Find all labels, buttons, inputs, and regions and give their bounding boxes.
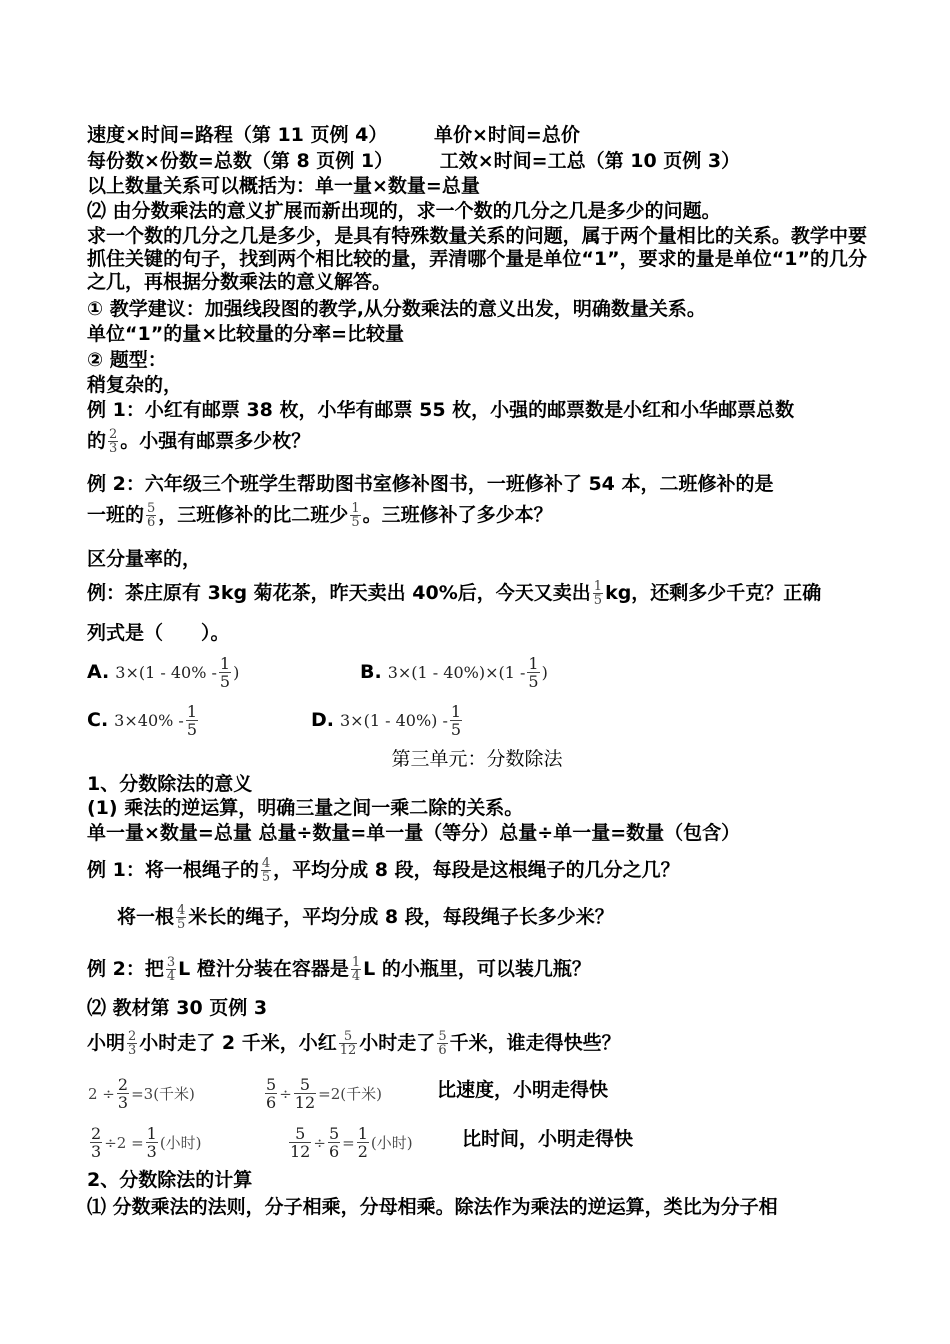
text: L 橙汁分装在容器是	[178, 958, 349, 980]
section-1a: (1) 乘法的逆运算，明确三量之间一乘二除的关系。	[87, 797, 524, 819]
teaching-suggestion: ① 教学建议：加强线段图的教学,从分数乘法的意义出发，明确数量关系。	[87, 298, 706, 320]
section-1-heading: 1、分数除法的意义	[87, 773, 253, 795]
explanation-paragraph: 求一个数的几分之几是多少，是具有特殊数量关系的问题，属于两个量相比的关系。教学中要抓住关键的句子，找到两个相比较的量，弄清哪个量是单位“1”，要求的量是单位“1”的几分之几，再根据分数乘法的意义解答。	[87, 225, 867, 293]
options-row-1	[87, 655, 867, 690]
text: 小时走了	[359, 1032, 436, 1054]
option-d	[311, 703, 464, 738]
option-d-expression: 3×(1 - 40%) - 1 5	[340, 702, 462, 739]
summary-line: 以上数量关系可以概括为：单一量×数量=总量	[87, 175, 480, 197]
text: 小明	[87, 1032, 126, 1054]
compare-speed: 比速度，小明走得快	[437, 1079, 609, 1101]
speed-formula: 速度×时间=路程（第 11 页例 4）	[87, 124, 388, 146]
fraction-three-quarters: $\frac{3}{4}$	[166, 955, 176, 984]
text: L 的小瓶里，可以装几瓶？	[363, 958, 591, 980]
division-formulas: 单一量×数量=总量 总量÷数量=单一量（等分）总量÷单一量=数量（包含）	[87, 822, 741, 844]
text: kg，还剩多少千克？正确	[605, 582, 822, 604]
textbook-reference: ⑵ 教材第 30 页例 3	[87, 997, 268, 1019]
fraction-two-thirds: $\frac{2}{3}$	[109, 427, 118, 456]
compare-time: 比时间，小明走得快	[462, 1128, 634, 1150]
fraction-one-fifth: $\frac{1}{5}$	[593, 579, 603, 608]
text: 千米，谁走得快些？	[449, 1032, 621, 1054]
formula-line-1	[87, 124, 867, 147]
speed-calc-xiaohong: $\frac{5}{6}$ ÷ $\frac{5}{12}$ =2(千米)	[266, 1075, 382, 1112]
fraction-four-fifths: $\frac{4}{5}$	[177, 903, 186, 932]
text: 例 2：把	[87, 958, 164, 980]
example-1-line-2	[87, 428, 867, 455]
formula-line-2	[87, 150, 867, 173]
text: 例 1：将一根绳子的	[87, 859, 259, 881]
fraction-one-fifth: 1 5	[219, 654, 231, 691]
option-b	[360, 655, 548, 690]
option-c-expression: 3×40% - 1 5	[114, 702, 197, 739]
option-a-expression: 3×(1 - 40% - 1 5 )	[115, 654, 240, 691]
text: 一班的	[87, 504, 145, 526]
division-example-1	[87, 857, 867, 884]
time-calc-xiaoming: $\frac{2}{3}$ ÷2 = $\frac{1}{3}$ (小时)	[91, 1124, 202, 1161]
text: 。三班修补了多少本？	[362, 504, 553, 526]
section-2-calculation: 2、分数除法的计算	[87, 1169, 253, 1191]
division-example-2	[87, 956, 867, 983]
text: ，三班修补的比二班少	[158, 504, 349, 526]
fraction-five-sixths: $\frac{5}{6}$	[438, 1029, 447, 1058]
work-formula: 工效×时间=工总（第 10 页例 3）	[439, 150, 741, 172]
text: 将一根	[117, 906, 175, 928]
text: 例：茶庄原有 3kg 菊花茶，昨天卖出 40%后，今天又卖出	[87, 582, 591, 604]
fraction-one-fifth: 1 5	[186, 702, 197, 739]
option-b-expression: 3×(1 - 40%)×(1 - 1 5 )	[387, 654, 548, 691]
fraction-five-sixths: $\frac{5}{6}$	[147, 501, 156, 530]
option-c-label: C.	[87, 709, 109, 731]
fraction-one-fifth: 1 5	[450, 702, 462, 739]
text: 的	[87, 430, 107, 452]
text: ，平均分成 8 段，每段是这根绳子的几分之几？	[273, 859, 680, 881]
unit-3-title: 第三单元：分数除法	[391, 748, 563, 770]
example-1-line-1: 例 1：小红有邮票 38 枚，小华有邮票 55 枚，小强的邮票数是小红和小华邮票总数	[87, 399, 795, 421]
total-formula: 每份数×份数=总数（第 8 页例 1）	[87, 150, 394, 172]
example-3-line-2: 列式是（ ）。	[87, 622, 230, 644]
fraction-one-fifth: 1 5	[528, 654, 539, 691]
question-types-heading: ② 题型：	[87, 349, 167, 371]
section-2-heading: ⑵ 由分数乘法的意义扩展而新出现的，求一个数的几分之几是多少的问题。	[87, 200, 721, 222]
walking-problem	[87, 1030, 867, 1057]
distinguish-label: 区分量率的，	[87, 548, 202, 570]
option-a-label: A.	[87, 661, 110, 683]
division-example-1b	[117, 904, 867, 931]
options-row-2	[87, 703, 867, 738]
price-formula: 单价×时间=总价	[433, 124, 580, 146]
calculation-rule: ⑴ 分数乘法的法则，分子相乘，分母相乘。除法作为乘法的逆运算，类比为分子相	[87, 1196, 778, 1218]
example-2-line-2	[87, 502, 867, 529]
fraction-five-twelfths: $\frac{5}{12}$	[339, 1029, 357, 1058]
example-2-line-1: 例 2：六年级三个班学生帮助图书室修补图书，一班修补了 54 本，二班修补的是	[87, 473, 774, 495]
example-3-line-1	[87, 580, 867, 607]
fraction-one-quarter: $\frac{1}{4}$	[351, 955, 361, 984]
text: 小时走了 2 千米，小红	[139, 1032, 337, 1054]
complex-label: 稍复杂的，	[87, 374, 183, 396]
text: 。小强有邮票多少枚？	[120, 430, 311, 452]
fraction-one-fifth: $\frac{1}{5}$	[351, 501, 360, 530]
option-b-label: B.	[360, 661, 382, 683]
time-calc-xiaohong: $\frac{5}{12}$ ÷ $\frac{5}{6}$ = $\frac{1}{2}$ (小时)	[290, 1124, 413, 1161]
text: 米长的绳子，平均分成 8 段，每段绳子长多少米？	[188, 906, 614, 928]
option-c	[87, 703, 200, 738]
fraction-four-fifths: $\frac{4}{5}$	[261, 856, 271, 885]
option-d-label: D.	[311, 709, 334, 731]
fraction-two-thirds: $\frac{2}{3}$	[128, 1029, 137, 1058]
unit-formula: 单位“1”的量×比较量的分率=比较量	[87, 323, 405, 345]
option-a	[87, 655, 239, 690]
speed-calc-xiaoming: 2 ÷ $\frac{2}{3}$ =3(千米)	[88, 1075, 195, 1112]
